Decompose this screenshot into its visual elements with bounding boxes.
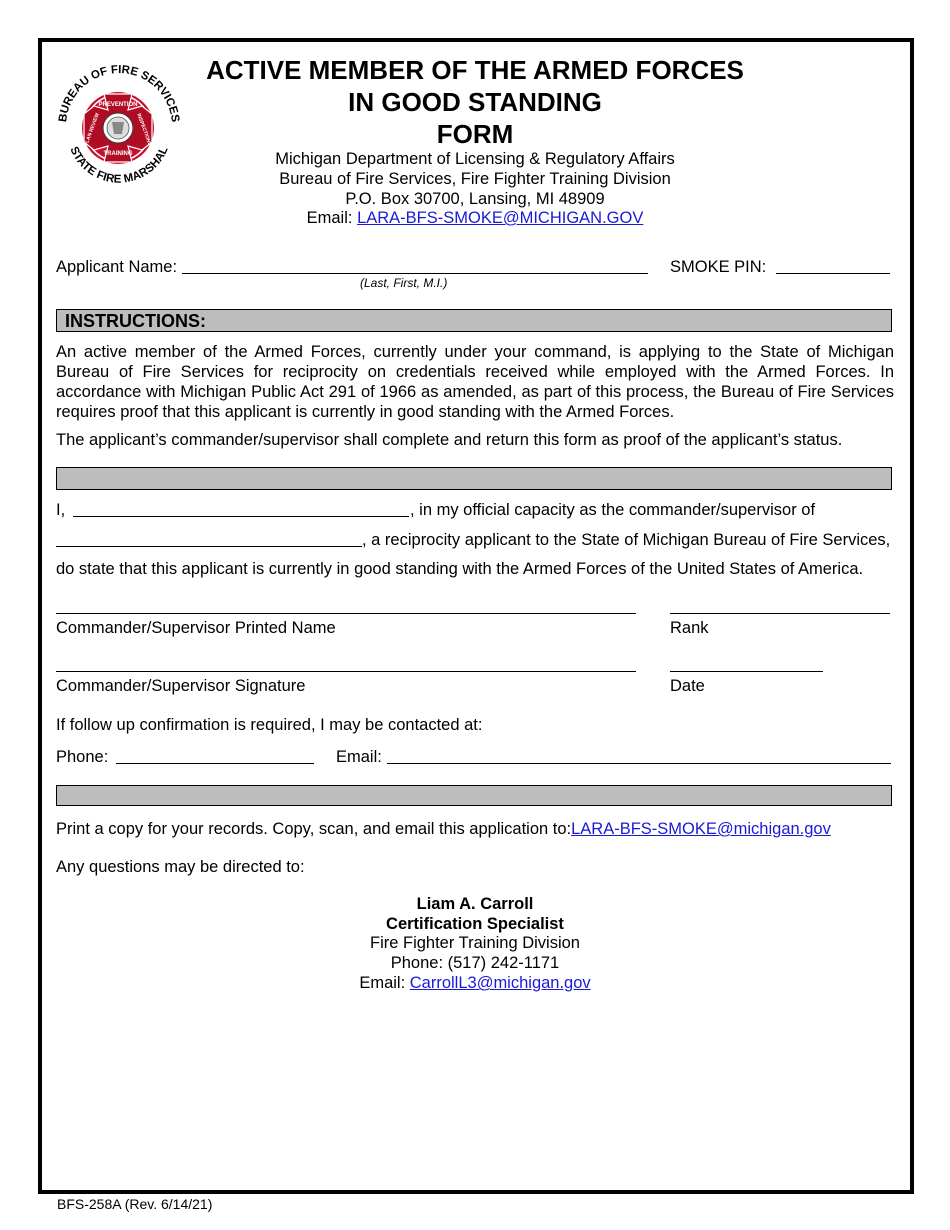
svg-text:BUREAU OF FIRE SERVICES: BUREAU OF FIRE SERVICES (57, 63, 181, 123)
questions-text: Any questions may be directed to: (56, 858, 305, 876)
date-field[interactable] (670, 671, 823, 672)
agency-email-row (190, 209, 760, 229)
svg-text:TRAINING: TRAINING (103, 151, 133, 157)
submission-email-link[interactable]: LARA-BFS-SMOKE@michigan.gov (571, 820, 831, 838)
contact-email-label: Email: (359, 974, 410, 992)
submission-text: Print a copy for your records. Copy, scan, and email this application to: (56, 820, 572, 838)
instructions-paragraph: An active member of the Armed Forces, currently under your command, is applying to the State of Michigan Bureau of Fire Services for reciprocity on credentials received while employed with the Armed Forces. In accordance with Michigan Public Act 291 of 1966 as amended, as part of this process, the Bureau of Fire Services requires proof that this applicant is currently in good standing with the Armed Forces. (56, 343, 894, 421)
applicant-name-label: Applicant Name: (56, 258, 178, 276)
statement-prefix: I, (56, 501, 66, 519)
phone-field[interactable] (116, 763, 314, 764)
printed-name-label: Commander/Supervisor Printed Name (56, 619, 336, 637)
instructions-note: The applicant’s commander/supervisor shall complete and return this form as proof of the applicant’s status. (56, 431, 843, 449)
svg-text:STATE FIRE MARSHAL: STATE FIRE MARSHAL (67, 144, 171, 186)
statement-text-2: , a reciprocity applicant to the State of Michigan Bureau of Fire Services, (362, 531, 891, 549)
svg-text:INSPECTIONS: INSPECTIONS (135, 112, 153, 147)
signature-field[interactable] (56, 671, 636, 672)
agency-division: Bureau of Fire Services, Fire Fighter Training Division (279, 170, 671, 188)
contact-email-row (190, 974, 760, 994)
smoke-pin-field[interactable] (776, 273, 890, 274)
instructions-header-bar (56, 309, 892, 332)
agency-name: Michigan Department of Licensing & Regulatory Affairs (275, 150, 675, 168)
applicant-name-hint: (Last, First, M.I.) (360, 276, 448, 290)
applicant-reference-field[interactable] (56, 546, 362, 547)
contact-email-link[interactable]: CarrollL3@michigan.gov (409, 974, 591, 992)
signature-label: Commander/Supervisor Signature (56, 677, 306, 695)
email-field[interactable] (387, 763, 891, 764)
form-title-line3: FORM (436, 119, 514, 149)
printed-name-field[interactable] (56, 613, 636, 614)
smoke-pin-label: SMOKE PIN: (670, 258, 767, 276)
svg-text:PLAN REVIEW: PLAN REVIEW (83, 112, 101, 148)
fire-services-seal-logo (52, 48, 186, 196)
statement-text-3: do state that this applicant is currently in good standing with the Armed Forces of the United States of America. (56, 560, 864, 578)
form-title-line2: IN GOOD STANDING (348, 87, 602, 117)
form-title-line1: ACTIVE MEMBER OF THE ARMED FORCES (206, 55, 744, 85)
contact-title: Certification Specialist (386, 915, 564, 933)
svg-text:PREVENTION: PREVENTION (98, 102, 138, 108)
phone-label: Phone: (56, 748, 109, 766)
rank-field[interactable] (670, 613, 890, 614)
instructions-heading: INSTRUCTIONS: (65, 311, 206, 331)
contact-division: Fire Fighter Training Division (370, 934, 580, 952)
contact-phone: Phone: (517) 242-1171 (390, 954, 560, 972)
form-revision-id: BFS-258A (Rev. 6/14/21) (57, 1196, 213, 1212)
commander-name-field[interactable] (73, 516, 409, 517)
agency-email-link[interactable]: LARA-BFS-SMOKE@MICHIGAN.GOV (357, 209, 644, 227)
submission-instructions (56, 819, 831, 839)
agency-address: P.O. Box 30700, Lansing, MI 48909 (345, 190, 605, 208)
rank-label: Rank (670, 619, 709, 637)
agency-email-label: Email: (306, 209, 358, 227)
statement-text-1: , in my official capacity as the commander/supervisor of (410, 501, 816, 519)
section-divider-bar-2 (56, 785, 892, 806)
applicant-name-field[interactable] (182, 273, 648, 274)
email-label: Email: (336, 748, 382, 766)
section-divider-bar (56, 467, 892, 490)
contact-name: Liam A. Carroll (416, 895, 534, 913)
date-label: Date (670, 677, 705, 695)
followup-text: If follow up confirmation is required, I may be contacted at: (56, 716, 483, 734)
